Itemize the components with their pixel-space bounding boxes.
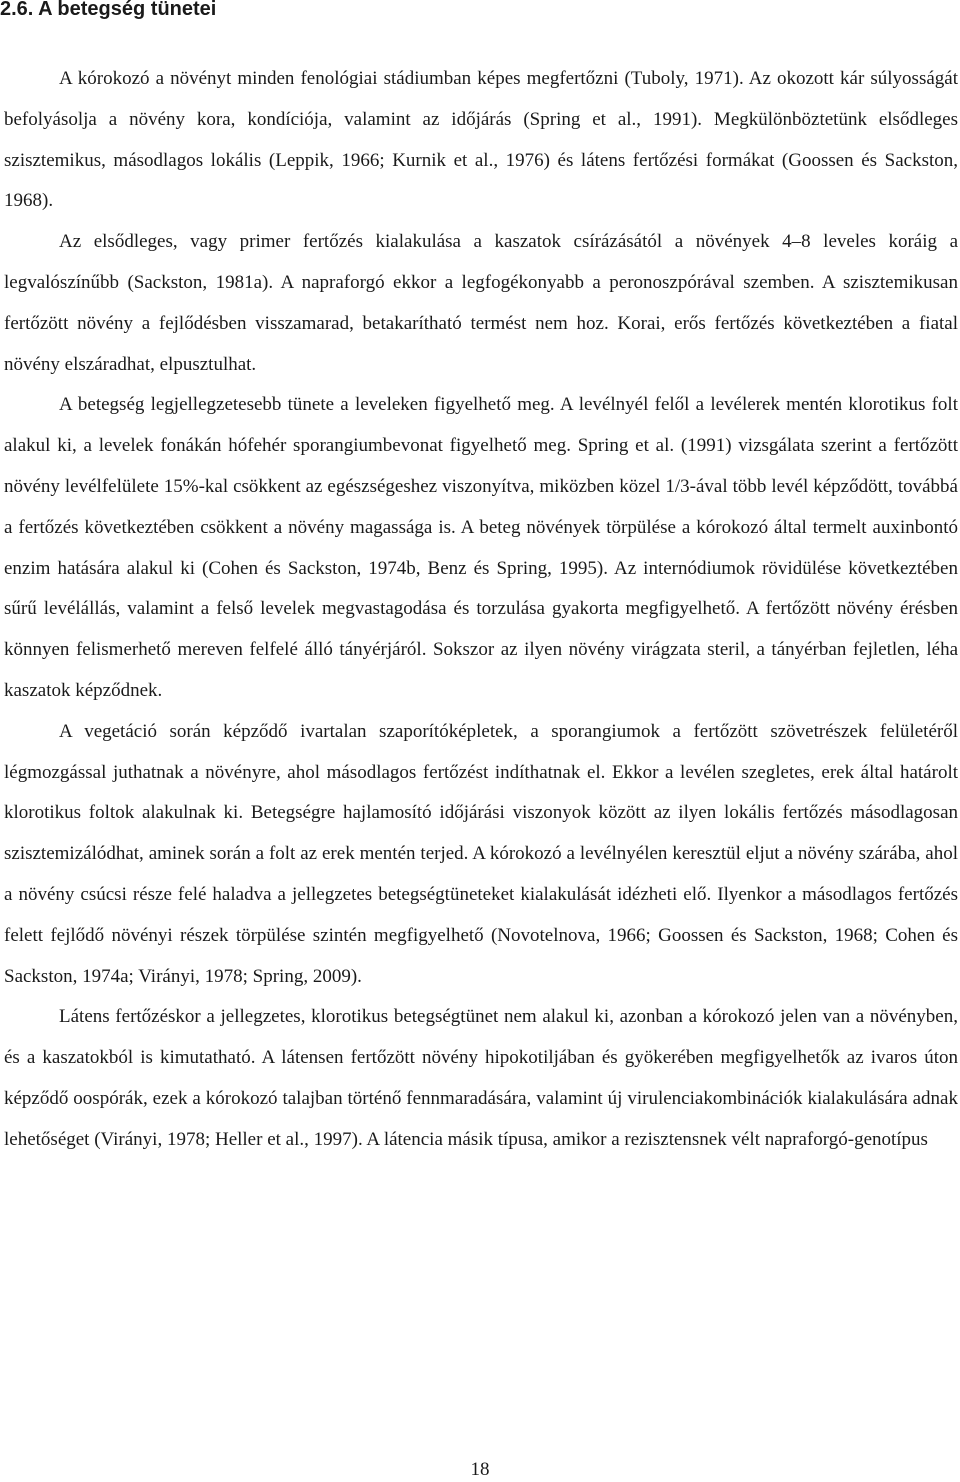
page-number: 18 bbox=[470, 1459, 490, 1480]
paragraph-2: Az elsődleges, vagy primer fertőzés kialakulása a kaszatok csírázásától a növények 4–8 leveles koráig a legvalószínűbb (Sackston, 1981a). A napraforgó ekkor a legfogékonyabb a peronoszpórával szemben. A szisztemikusan fertőzött növény a fejlődésben visszamarad, betakarítható termést nem hoz. Korai, erős fertőzés következtében a fiatal növény elszáradhat, elpusztulhat. bbox=[4, 231, 958, 375]
section-heading: 2.6. A betegség tünetei bbox=[0, 0, 217, 20]
body-text bbox=[4, 59, 958, 1161]
paragraph-3: A betegség legjellegzetesebb tünete a leveleken figyelhető meg. A levélnyél felől a levélerek mentén klorotikus folt alakul ki, a levelek fonákán hófehér sporangiumbevonat figyelhető meg. Spring et al. (1991) vizsgálata szerint a fertőzött növény levélfelülete 15%-kal csökkent az egészségeshez viszonyítva, miközben közel 1/3-ával több levél képződött, továbbá a fertőzés következtében csökkent a növény magassága is. A beteg növények törpülése a kórokozó által termelt auxinbontó enzim hatására alakul ki (Cohen és Sackston, 1974b, Benz és Spring, 1995). Az internódiumok rövidülése következtében sűrű levélállás, valamint a felső levelek megvastagodása és torzulása gyakorta megfigyelhető. A fertőzött növény érésben könnyen felismerhető mereven felfelé álló tányérjáról. Sokszor az ilyen növény virágzata steril, a tányérban fejletlen, léha kaszatok képződnek. bbox=[4, 394, 958, 701]
paragraph-4: A vegetáció során képződő ivartalan szaporítóképletek, a sporangiumok a fertőzött szövetrészek felületéről légmozgással juthatnak a növényre, ahol másodlagos fertőzést indíthatnak el. Ekkor a levélen szegletes, erek által határolt klorotikus foltok alakulnak ki. Betegségre hajlamosító időjárási viszonyok között az ilyen lokális fertőzés másodlagosan szisztemizálódhat, aminek során a folt az erek mentén terjed. A kórokozó a levélnyélen keresztül eljut a növény szárába, ahol a növény csúcsi része felé haladva a jellegzetes betegségtüneteket kialakulását idézheti elő. Ilyenkor a másodlagos fertőzés felett fejlődő növényi részek törpülése szintén megfigyelhető (Novotelnova, 1966; Goossen és Sackston, 1968; Cohen és Sackston, 1974a; Virányi, 1978; Spring, 2009). bbox=[4, 720, 958, 987]
paragraph-1: A kórokozó a növényt minden fenológiai stádiumban képes megfertőzni (Tuboly, 1971). Az okozott kár súlyosságát befolyásolja a növény kora, kondíciója, valamint az időjárás (Spring et al., 1991). Megkülönböztetünk elsődleges szisztemikus, másodlagos lokális (Leppik, 1966; Kurnik et al., 1976) és látens fertőzési formákat (Goossen és Sackston, 1968). bbox=[4, 68, 958, 212]
paragraph-5: Látens fertőzéskor a jellegzetes, klorotikus betegségtünet nem alakul ki, azonban a kórokozó jelen van a növényben, és a kaszatokból is kimutatható. A látensen fertőzött növény hipokotiljában és gyökerében megfigyelhetők az ivaros úton képződő oospórák, ezek a kórokozó talajban történő fennmaradására, valamint új virulenciakombinációk kialakulására adnak lehetőséget (Virányi, 1978; Heller et al., 1997). A látencia másik típusa, amikor a rezisztensnek vélt napraforgó-genotípus bbox=[4, 1006, 958, 1150]
